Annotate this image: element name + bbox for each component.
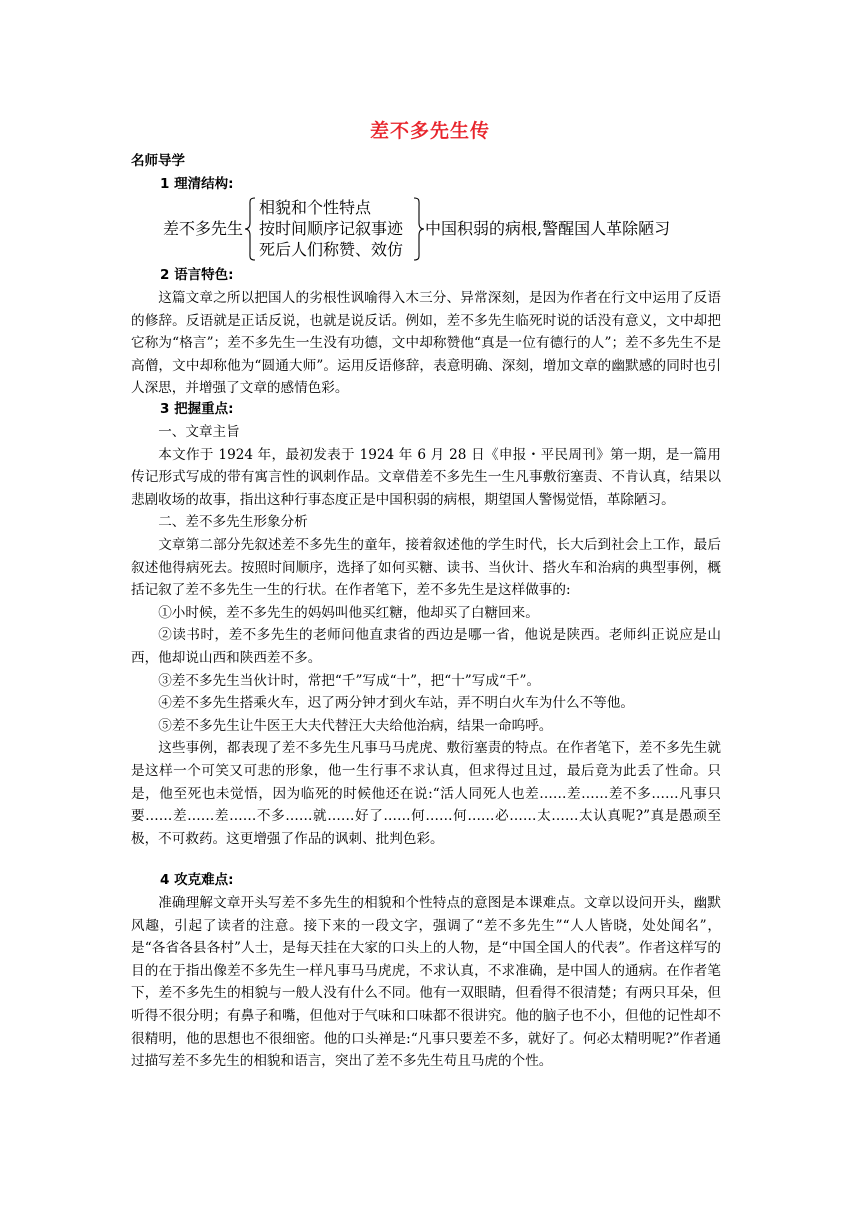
right-brace-icon [413,197,425,261]
paragraph: 文章第二部分先叙述差不多先生的童年，接着叙述他的学生时代，长大后到社会上工作，最后叙述他得病死去。按照时间顺序，选择了如何买糖、读书、当伙计、搭火车和治病的典型事例，概括记叙了差不多先生一生的行状。在作者笔下，差不多先生是这样做事的: [131,536,721,599]
paragraph: 这篇文章之所以把国人的劣根性讽喻得入木三分、异常深刻，是因为作者在行文中运用了反语的修辞。反语就是正话反说，也就是说反话。例如，差不多先生临死时说的话没有意义，文中却把它称为“格言”；差不多先生一生没有功德，文中却称赞他“真是一位有德行的人”；差不多先生不是高僧，文中却称他为“圆通大师”。运用反语修辞，表意明确、深刻，增加文章的幽默感的同时也引人深思，并增强了文章的感情色彩。 [131,290,721,397]
difficulty-section [131,892,721,1073]
paragraph: 本文作于 1924 年，最初发表于 1924 年 6 月 28 日《申报・平民周刊》第一期，是一篇用传记形式写成的带有寓言性的讽刺作品。文章借差不多先生一生凡事敷衍塞责、不肯认真，结果以悲剧收场的故事，指出这种行事态度正是中国积弱的病根，期望国人警惕觉悟，革除陋习。 [131,446,721,508]
language-section [131,287,721,400]
heading-key-points: 3 把握重点: [160,401,234,417]
heading-language: 2 语言特色: [160,267,234,283]
structure-item: 相貌和个性特点 [259,198,372,217]
paragraph: 这些事例，都表现了差不多先生凡事马马虎虎、敷衍塞责的特点。在作者笔下，差不多先生就是这样一个可笑又可悲的形象，他一生行事不求认真，但求得过且过，最后竟为此丢了性命。只是，他至死也未觉悟，因为临死的时候他还在说:“活人同死人也差……差……差不多……凡事只要……差……差……不多……就……好了……何……何……必……太……太认真呢?”真是愚顽至极，不可救药。这更增强了作品的讽刺、批判色彩。 [131,740,721,847]
subheading: 一、文章主旨 [158,424,240,440]
left-brace-icon [244,197,256,261]
structure-item: 按时间顺序记叙事迹 [259,219,404,238]
list-item: ①小时候，差不多先生的妈妈叫他买红糖，他却买了白糖回来。 [158,604,539,621]
structure-items [259,197,403,260]
subheading: 二、差不多先生形象分析 [158,514,308,531]
structure-item: 死后人们称赞、效仿 [259,240,404,259]
list-item: ④差不多先生搭乘火车，迟了两分钟才到火车站，弄不明白火车为什么不等他。 [158,695,634,712]
heading-structure: 1 理清结构: [160,176,234,192]
structure-result: 中国积弱的病根,警醒国人革除陋习 [425,219,671,238]
list-item: ③差不多先生当伙计时，常把“千”写成“十”，把“十”写成“千”。 [158,672,541,689]
section-heading: 名师导学 [131,153,185,169]
heading-difficulty: 4 攻克难点: [160,872,234,888]
document-title: 差不多先生传 [369,120,490,142]
key-points-section [131,421,721,850]
list-item: ⑤差不多先生让牛医王大夫代替汪大夫给他治病，结果一命呜呼。 [158,717,553,734]
structure-lead: 差不多先生 [163,219,244,238]
paragraph: 准确理解文章开头写差不多先生的相貌和个性特点的意图是本课难点。文章以设问开头，幽默风趣，引起了读者的注意。接下来的一段文字，强调了“差不多先生”“人人皆晓，处处闻名”，是“各省各县各村”人士，是每天挂在大家的口头上的人物，是“中国全国人的代表”。作者这样写的目的在于指出像差不多先生一样凡事马马虎虎，不求认真，不求准确，是中国人的通病。在作者笔下，差不多先生的相貌与一般人没有什么不同。他有一双眼睛，但看得不很清楚；有两只耳朵，但听得不很分明；有鼻子和嘴，但他对于气味和口味都不很讲究。他的脑子也不小，但他的记性却不很精明，他的思想也不很细密。他的口头禅是:“凡事只要差不多，就好了。何必太精明呢?”作者通过描写差不多先生的相貌和语言，突出了差不多先生苟且马虎的个性。 [131,895,721,1070]
list-item: ②读书时，差不多先生的老师问他直隶省的西边是哪一省，他说是陕西。老师纠正说应是山西，他却说山西和陕西差不多。 [131,627,721,666]
